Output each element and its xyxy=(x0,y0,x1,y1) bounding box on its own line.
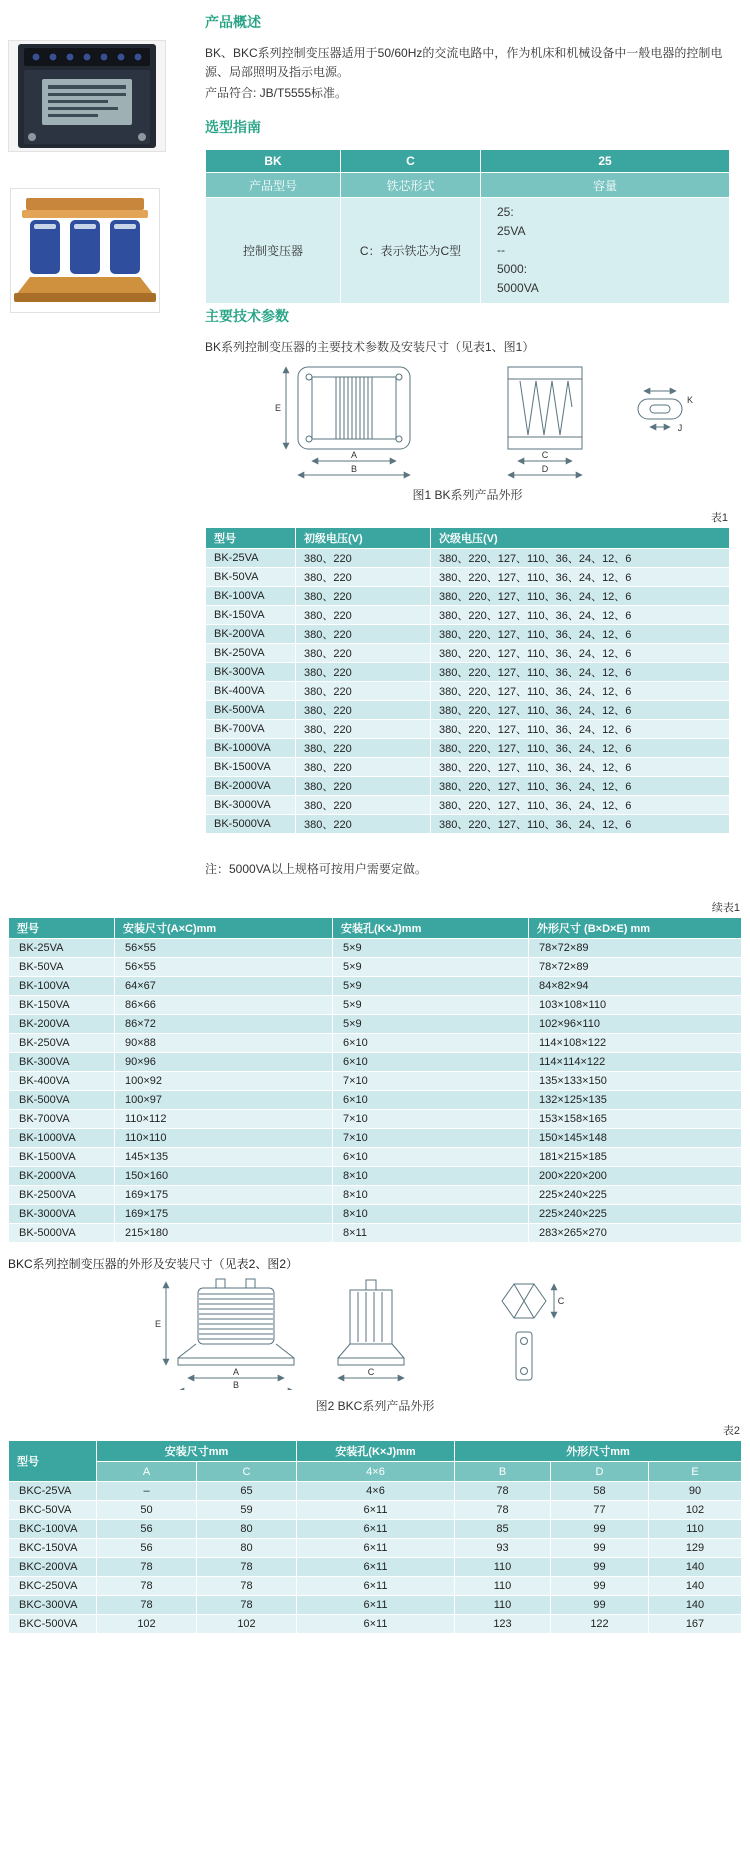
table-cell: 225×240×225 xyxy=(529,1205,742,1224)
table-cell: BK-2000VA xyxy=(206,777,296,796)
table-cell: 6×11 xyxy=(297,1558,455,1577)
col-header-primary-voltage: 初级电压(V) xyxy=(296,528,431,549)
table-cell: 380、220、127、110、36、24、12、6 xyxy=(431,701,730,720)
table-cell: 380、220、127、110、36、24、12、6 xyxy=(431,815,730,834)
table-cell: 7×10 xyxy=(333,1129,529,1148)
table-row xyxy=(9,1615,742,1634)
table-cell: BK-2500VA xyxy=(9,1186,115,1205)
table-cell: 380、220、127、110、36、24、12、6 xyxy=(431,549,730,568)
table-cell: 78 xyxy=(97,1558,197,1577)
table-cell: 140 xyxy=(649,1577,742,1596)
table-row xyxy=(9,1501,742,1520)
table-cell: 85 xyxy=(455,1520,551,1539)
table-cell: 5×9 xyxy=(333,977,529,996)
table-cell: 380、220 xyxy=(296,777,431,796)
bkc-intro-text: BKC系列控制变压器的外形及安装尺寸（见表2、图2） xyxy=(8,1257,299,1271)
table-cell: 110×110 xyxy=(115,1129,333,1148)
continued-table-section xyxy=(8,899,742,1634)
table-cell: 129 xyxy=(649,1539,742,1558)
table-cell: 380、220、127、110、36、24、12、6 xyxy=(431,758,730,777)
table-cell: 77 xyxy=(551,1501,649,1520)
label-cell-capacity: 容量 xyxy=(481,173,730,198)
subcol-e: E xyxy=(649,1462,742,1482)
table-row xyxy=(206,606,730,625)
bk-transformer-image xyxy=(9,41,165,151)
table-cell: 110 xyxy=(455,1558,551,1577)
table-cell: 225×240×225 xyxy=(529,1186,742,1205)
table-cell: 380、220 xyxy=(296,739,431,758)
table-row xyxy=(9,1091,742,1110)
table-cell: 380、220 xyxy=(296,796,431,815)
subcol-hole: 4×6 xyxy=(297,1462,455,1482)
table-row xyxy=(9,1167,742,1186)
table-cell: BK-150VA xyxy=(206,606,296,625)
table-cell: 64×67 xyxy=(115,977,333,996)
table-cell: 99 xyxy=(551,1520,649,1539)
table-cell: 110×112 xyxy=(115,1110,333,1129)
table-cell: BK-200VA xyxy=(9,1015,115,1034)
table-row xyxy=(9,1148,742,1167)
table-cell: 380、220 xyxy=(296,568,431,587)
product-photos-column xyxy=(8,10,205,877)
col-header-mounting-size: 安装尺寸(A×C)mm xyxy=(115,918,333,939)
table-cell: 283×265×270 xyxy=(529,1224,742,1243)
table-cell: BK-500VA xyxy=(9,1091,115,1110)
dim-label-d: D xyxy=(541,464,548,474)
table-cell: 7×10 xyxy=(333,1072,529,1091)
table-cell: 5×9 xyxy=(333,1015,529,1034)
table-cell: BK-700VA xyxy=(9,1110,115,1129)
table-cell: 99 xyxy=(551,1577,649,1596)
table-cell: BK-400VA xyxy=(9,1072,115,1091)
table-cell: BK-3000VA xyxy=(9,1205,115,1224)
subcol-d: D xyxy=(551,1462,649,1482)
table-cell: 78 xyxy=(455,1482,551,1501)
table-cell: BKC-200VA xyxy=(9,1558,97,1577)
table-cell: 132×125×135 xyxy=(529,1091,742,1110)
table-cell: BK-250VA xyxy=(9,1034,115,1053)
dim-label-c: C xyxy=(367,1367,375,1377)
bk-voltage-table-body xyxy=(206,549,730,834)
table1-label: 表1 xyxy=(710,512,728,524)
col-header-model: 型号 xyxy=(9,1441,97,1482)
subcol-a: A xyxy=(97,1462,197,1482)
table-cell: 100×97 xyxy=(115,1091,333,1110)
table-cell: 78 xyxy=(97,1577,197,1596)
table-cell: 380、220 xyxy=(296,701,431,720)
table-cell: 380、220、127、110、36、24、12、6 xyxy=(431,625,730,644)
dim-label-b: B xyxy=(232,1380,240,1390)
table-cell: 380、220 xyxy=(296,606,431,625)
table-cell: 8×10 xyxy=(333,1167,529,1186)
table2-label: 表2 xyxy=(722,1425,740,1437)
table-cell: 181×215×185 xyxy=(529,1148,742,1167)
table-row xyxy=(206,739,730,758)
table-cell: BK-3000VA xyxy=(206,796,296,815)
table-cell: 78 xyxy=(97,1596,197,1615)
table-cell: 380、220、127、110、36、24、12、6 xyxy=(431,606,730,625)
table-row xyxy=(206,587,730,606)
table-cell: 56×55 xyxy=(115,958,333,977)
table-cell: 380、220、127、110、36、24、12、6 xyxy=(431,568,730,587)
table-row xyxy=(9,1577,742,1596)
table-row xyxy=(9,958,742,977)
table-cell: BKC-150VA xyxy=(9,1539,97,1558)
col-group-outline-size: 外形尺寸mm xyxy=(455,1441,742,1462)
selection-table xyxy=(205,149,730,304)
table-cell: 380、220 xyxy=(296,644,431,663)
col-header-outline-size: 外形尺寸 (B×D×E) mm xyxy=(529,918,742,939)
table-row xyxy=(206,644,730,663)
table-row xyxy=(9,1205,742,1224)
continued-table-label: 续表1 xyxy=(711,902,740,914)
table-row xyxy=(206,758,730,777)
col-header-model: 型号 xyxy=(206,528,296,549)
table-row xyxy=(9,996,742,1015)
table-cell: 58 xyxy=(551,1482,649,1501)
table-cell: 380、220 xyxy=(296,758,431,777)
col-group-mounting-size: 安装尺寸mm xyxy=(97,1441,297,1462)
selection-value-row xyxy=(206,198,730,304)
overview-text: BK、BKC系列控制变压器适用于50/60Hz的交流电路中，作为机床和机械设备中一般电器的控制电源、局部照明及指示电源。 xyxy=(205,46,723,79)
table-cell: 65 xyxy=(197,1482,297,1501)
table-subheader-row xyxy=(9,1462,742,1482)
table-cell: 6×10 xyxy=(333,1053,529,1072)
tech-intro-text: BK系列控制变压器的主要技术参数及安装尺寸（见表1、图1） xyxy=(205,340,535,354)
table-cell: 140 xyxy=(649,1558,742,1577)
table-cell: 200×220×200 xyxy=(529,1167,742,1186)
table-cell: 123 xyxy=(455,1615,551,1634)
bkc-dimensions-table-body xyxy=(9,1482,742,1634)
code-cell-25: 25 xyxy=(481,150,730,173)
label-cell-core: 铁芯形式 xyxy=(341,173,481,198)
standard-text: 产品符合: JB/T5555标准。 xyxy=(205,86,348,100)
table-cell: 59 xyxy=(197,1501,297,1520)
bk-product-photo xyxy=(8,40,166,152)
table-cell: 380、220、127、110、36、24、12、6 xyxy=(431,682,730,701)
code-cell-bk: BK xyxy=(206,150,341,173)
selection-heading: 选型指南 xyxy=(205,119,261,135)
table-cell: 169×175 xyxy=(115,1186,333,1205)
table-cell: 380、220、127、110、36、24、12、6 xyxy=(431,777,730,796)
table-cell: 169×175 xyxy=(115,1205,333,1224)
table-cell: 6×11 xyxy=(297,1539,455,1558)
table-cell: 145×135 xyxy=(115,1148,333,1167)
table-cell: 80 xyxy=(197,1539,297,1558)
table-cell: 110 xyxy=(649,1520,742,1539)
table-cell: 6×11 xyxy=(297,1615,455,1634)
dim-label-a: A xyxy=(350,450,357,460)
table-cell: BKC-500VA xyxy=(9,1615,97,1634)
table-cell: 110 xyxy=(455,1577,551,1596)
table-cell: 8×10 xyxy=(333,1186,529,1205)
table-header-row xyxy=(9,1441,742,1462)
main-content-column xyxy=(205,10,730,877)
table-cell: 380、220、127、110、36、24、12、6 xyxy=(431,587,730,606)
table-cell: 5×9 xyxy=(333,939,529,958)
table-cell: BK-25VA xyxy=(9,939,115,958)
table-cell: 8×10 xyxy=(333,1205,529,1224)
table-cell: BK-100VA xyxy=(206,587,296,606)
table-cell: BK-5000VA xyxy=(9,1224,115,1243)
table-cell: 380、220、127、110、36、24、12、6 xyxy=(431,720,730,739)
table-cell: BKC-250VA xyxy=(9,1577,97,1596)
bk-voltage-table xyxy=(205,527,730,834)
col-header-secondary-voltage: 次级电压(V) xyxy=(431,528,730,549)
code-cell-c: C xyxy=(341,150,481,173)
table-cell: BK-50VA xyxy=(9,958,115,977)
table-cell: 215×180 xyxy=(115,1224,333,1243)
table-cell: 102 xyxy=(197,1615,297,1634)
table-header-row xyxy=(206,528,730,549)
table-cell: 56 xyxy=(97,1520,197,1539)
table-row xyxy=(9,1053,742,1072)
table-cell: 380、220 xyxy=(296,815,431,834)
table-cell: BK-50VA xyxy=(206,568,296,587)
col-header-mounting-hole: 安装孔(K×J)mm xyxy=(333,918,529,939)
bk-dimensions-table-body xyxy=(9,939,742,1243)
custom-order-note: 注：5000VA以上规格可按用户需要定做。 xyxy=(205,862,427,876)
table-cell: 6×10 xyxy=(333,1034,529,1053)
table-cell: BK-100VA xyxy=(9,977,115,996)
table-cell: 103×108×110 xyxy=(529,996,742,1015)
table-cell: BK-300VA xyxy=(206,663,296,682)
table-cell: 99 xyxy=(551,1596,649,1615)
table-cell: 380、220 xyxy=(296,625,431,644)
value-cell-model: 控制变压器 xyxy=(206,198,341,304)
table-row xyxy=(9,1596,742,1615)
table-cell: BK-5000VA xyxy=(206,815,296,834)
dim-label-e: E xyxy=(274,403,281,413)
dim-label-b: B xyxy=(350,464,357,474)
table-cell: 90×96 xyxy=(115,1053,333,1072)
table-cell: 56 xyxy=(97,1539,197,1558)
table-cell: BK-25VA xyxy=(206,549,296,568)
label-cell-model: 产品型号 xyxy=(206,173,341,198)
table-row xyxy=(9,1539,742,1558)
table-row xyxy=(206,796,730,815)
subcol-c: C xyxy=(197,1462,297,1482)
table-cell: 90 xyxy=(649,1482,742,1501)
table-cell: 167 xyxy=(649,1615,742,1634)
table-cell: 56×55 xyxy=(115,939,333,958)
table-cell: 78 xyxy=(197,1596,297,1615)
table-header-row xyxy=(9,918,742,939)
table-cell: BK-200VA xyxy=(206,625,296,644)
table-cell: 86×72 xyxy=(115,1015,333,1034)
table-cell: 7×10 xyxy=(333,1110,529,1129)
table-row xyxy=(206,777,730,796)
table-cell: 380、220 xyxy=(296,587,431,606)
table-cell: BK-1000VA xyxy=(9,1129,115,1148)
table-cell: 380、220 xyxy=(296,682,431,701)
bk-dimensions-table xyxy=(8,917,742,1243)
table-row xyxy=(206,815,730,834)
table-cell: – xyxy=(97,1482,197,1501)
table-cell: 102×96×110 xyxy=(529,1015,742,1034)
table-row xyxy=(9,1110,742,1129)
value-cell-core: C：表示铁芯为C型 xyxy=(341,198,481,304)
table-cell: 135×133×150 xyxy=(529,1072,742,1091)
value-cell-capacity: 25: 25VA -- 5000: 5000VA xyxy=(481,198,730,304)
table-cell: 6×11 xyxy=(297,1520,455,1539)
tech-params-heading: 主要技术参数 xyxy=(205,308,289,324)
dim-label-a: A xyxy=(232,1367,240,1377)
table-row xyxy=(9,939,742,958)
table-cell: 78 xyxy=(197,1558,297,1577)
table-cell: 84×82×94 xyxy=(529,977,742,996)
table-cell: BKC-300VA xyxy=(9,1596,97,1615)
table-cell: 380、220 xyxy=(296,549,431,568)
dim-label-e: E xyxy=(154,1319,162,1329)
table-cell: 110 xyxy=(455,1596,551,1615)
table-cell: 150×160 xyxy=(115,1167,333,1186)
table-cell: 93 xyxy=(455,1539,551,1558)
table-cell: BK-250VA xyxy=(206,644,296,663)
table-cell: 380、220 xyxy=(296,720,431,739)
table-cell: 6×11 xyxy=(297,1501,455,1520)
table-cell: BKC-100VA xyxy=(9,1520,97,1539)
table-row xyxy=(9,1034,742,1053)
selection-label-row xyxy=(206,173,730,198)
table-row xyxy=(9,977,742,996)
dim-label-j: J xyxy=(677,423,682,433)
table-cell: BK-500VA xyxy=(206,701,296,720)
table-cell: 114×114×122 xyxy=(529,1053,742,1072)
table-cell: 100×92 xyxy=(115,1072,333,1091)
table-cell: 380、220、127、110、36、24、12、6 xyxy=(431,644,730,663)
dim-label-c2: C xyxy=(557,1296,565,1306)
table-cell: 380、220、127、110、36、24、12、6 xyxy=(431,663,730,682)
subcol-b: B xyxy=(455,1462,551,1482)
dim-label-c: C xyxy=(541,450,548,460)
table-cell: 6×11 xyxy=(297,1596,455,1615)
table-cell: BK-1500VA xyxy=(206,758,296,777)
table-row xyxy=(206,720,730,739)
figure2 xyxy=(8,1278,742,1395)
table-cell: 150×145×148 xyxy=(529,1129,742,1148)
table-cell: BKC-50VA xyxy=(9,1501,97,1520)
table-cell: 102 xyxy=(97,1615,197,1634)
table-row xyxy=(9,1186,742,1205)
table-cell: 122 xyxy=(551,1615,649,1634)
table-row xyxy=(206,625,730,644)
table-cell: 5×9 xyxy=(333,996,529,1015)
table-row xyxy=(206,663,730,682)
overview-heading: 产品概述 xyxy=(205,14,261,30)
table-row xyxy=(206,549,730,568)
table-row xyxy=(9,1224,742,1243)
table-cell: 4×6 xyxy=(297,1482,455,1501)
table-cell: 380、220 xyxy=(296,663,431,682)
table-cell: 50 xyxy=(97,1501,197,1520)
figure2-caption: 图2 BKC系列产品外形 xyxy=(315,1399,435,1413)
table-cell: 78×72×89 xyxy=(529,958,742,977)
table-cell: BK-2000VA xyxy=(9,1167,115,1186)
table-cell: 99 xyxy=(551,1558,649,1577)
col-group-mounting-hole: 安装孔(K×J)mm xyxy=(297,1441,455,1462)
bkc-product-photo xyxy=(10,188,160,313)
figure1-caption: 图1 BK系列产品外形 xyxy=(412,488,523,502)
table-cell: 380、220、127、110、36、24、12、6 xyxy=(431,739,730,758)
bkc-dimensions-table xyxy=(8,1440,742,1634)
table-cell: 99 xyxy=(551,1539,649,1558)
table-cell: 8×11 xyxy=(333,1224,529,1243)
table-cell: BK-300VA xyxy=(9,1053,115,1072)
table-cell: BK-150VA xyxy=(9,996,115,1015)
table-row xyxy=(9,1072,742,1091)
table-row xyxy=(206,701,730,720)
table-row xyxy=(9,1129,742,1148)
table-cell: 140 xyxy=(649,1596,742,1615)
table-cell: BK-400VA xyxy=(206,682,296,701)
table-cell: BK-700VA xyxy=(206,720,296,739)
table-row xyxy=(206,682,730,701)
table-cell: 78×72×89 xyxy=(529,939,742,958)
table-cell: BK-1000VA xyxy=(206,739,296,758)
col-header-model: 型号 xyxy=(9,918,115,939)
table-cell: BKC-25VA xyxy=(9,1482,97,1501)
table-row xyxy=(9,1015,742,1034)
dim-label-k: K xyxy=(686,395,693,405)
bk-outline-drawing xyxy=(208,361,728,479)
table-cell: 80 xyxy=(197,1520,297,1539)
table-cell: 153×158×165 xyxy=(529,1110,742,1129)
table-row xyxy=(9,1558,742,1577)
selection-code-row xyxy=(206,150,730,173)
figure1 xyxy=(205,361,730,484)
bkc-transformer-image xyxy=(11,189,159,312)
table-row xyxy=(206,568,730,587)
table-row xyxy=(9,1520,742,1539)
table-row xyxy=(9,1482,742,1501)
table-cell: 6×10 xyxy=(333,1148,529,1167)
table-cell: 86×66 xyxy=(115,996,333,1015)
table-cell: 6×10 xyxy=(333,1091,529,1110)
table-cell: 78 xyxy=(197,1577,297,1596)
table-cell: 78 xyxy=(455,1501,551,1520)
bkc-outline-drawing xyxy=(8,1278,742,1390)
table-cell: 102 xyxy=(649,1501,742,1520)
table-cell: 6×11 xyxy=(297,1577,455,1596)
table-cell: 114×108×122 xyxy=(529,1034,742,1053)
table-cell: BK-1500VA xyxy=(9,1148,115,1167)
table-cell: 90×88 xyxy=(115,1034,333,1053)
table-cell: 380、220、127、110、36、24、12、6 xyxy=(431,796,730,815)
table-cell: 5×9 xyxy=(333,958,529,977)
